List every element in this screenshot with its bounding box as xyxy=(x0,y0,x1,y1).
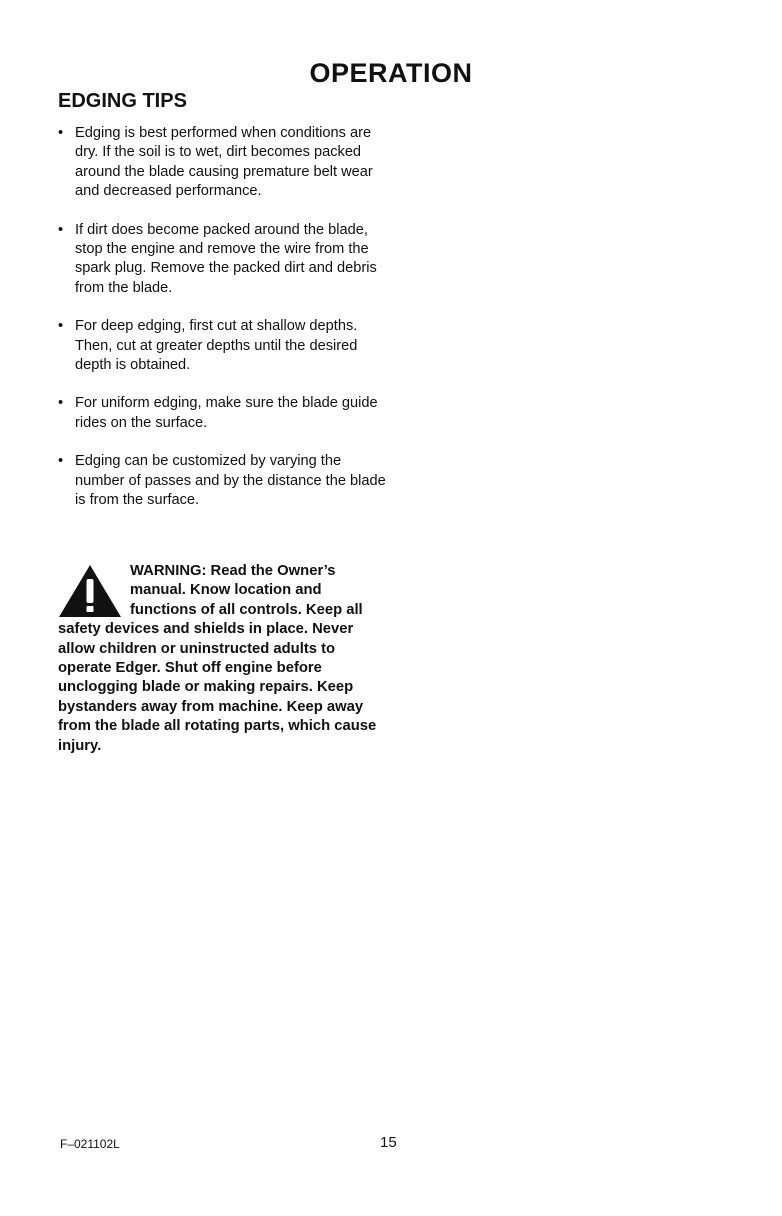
bullet: • xyxy=(58,221,64,238)
tip-item xyxy=(58,394,388,433)
section-title: EDGING TIPS xyxy=(58,90,187,112)
tip-text: Edging is best performed when conditions are dry. If the soil is to wet, dirt becomes packed around the blade causing premature belt wear and decreased performance. xyxy=(75,125,373,200)
tip-text: Edging can be customized by varying the number of passes and by the distance the blade is from the surface. xyxy=(75,453,386,509)
warning-text: WARNING: Read the Owner’s manual. Know location and functions of all controls. Keep all safety devices and shields in place. Never allow children or uninstructed adults to operate Edger. Shut off engine before unclogging blade or making repairs. Keep bystanders away from machine. Keep away from the blade all rotating parts, which cause injury. xyxy=(58,563,377,754)
document-code: F–021102L xyxy=(60,1137,120,1151)
bullet: • xyxy=(58,125,64,141)
tip-item xyxy=(58,452,388,510)
tip-text: For deep edging, first cut at shallow depths. Then, cut at greater depths until the desired depth is obtained. xyxy=(75,318,358,374)
edging-tips-list xyxy=(58,124,388,530)
tip-text: For uniform edging, make sure the blade guide rides on the surface. xyxy=(75,395,378,431)
tip-item xyxy=(58,221,388,299)
page-number: 15 xyxy=(380,1134,397,1151)
tip-item xyxy=(58,124,388,202)
warning-block xyxy=(58,562,378,756)
warning-triangle-icon xyxy=(58,564,122,618)
tip-item xyxy=(58,317,388,375)
page-title: OPERATION xyxy=(309,58,473,88)
tip-text: If dirt does become packed around the blade, stop the engine and remove the wire from the spark plug. Remove the packed dirt and debris from the blade. xyxy=(75,221,377,296)
bullet: • xyxy=(58,395,64,412)
bullet: • xyxy=(58,453,64,470)
bullet: • xyxy=(58,318,64,335)
